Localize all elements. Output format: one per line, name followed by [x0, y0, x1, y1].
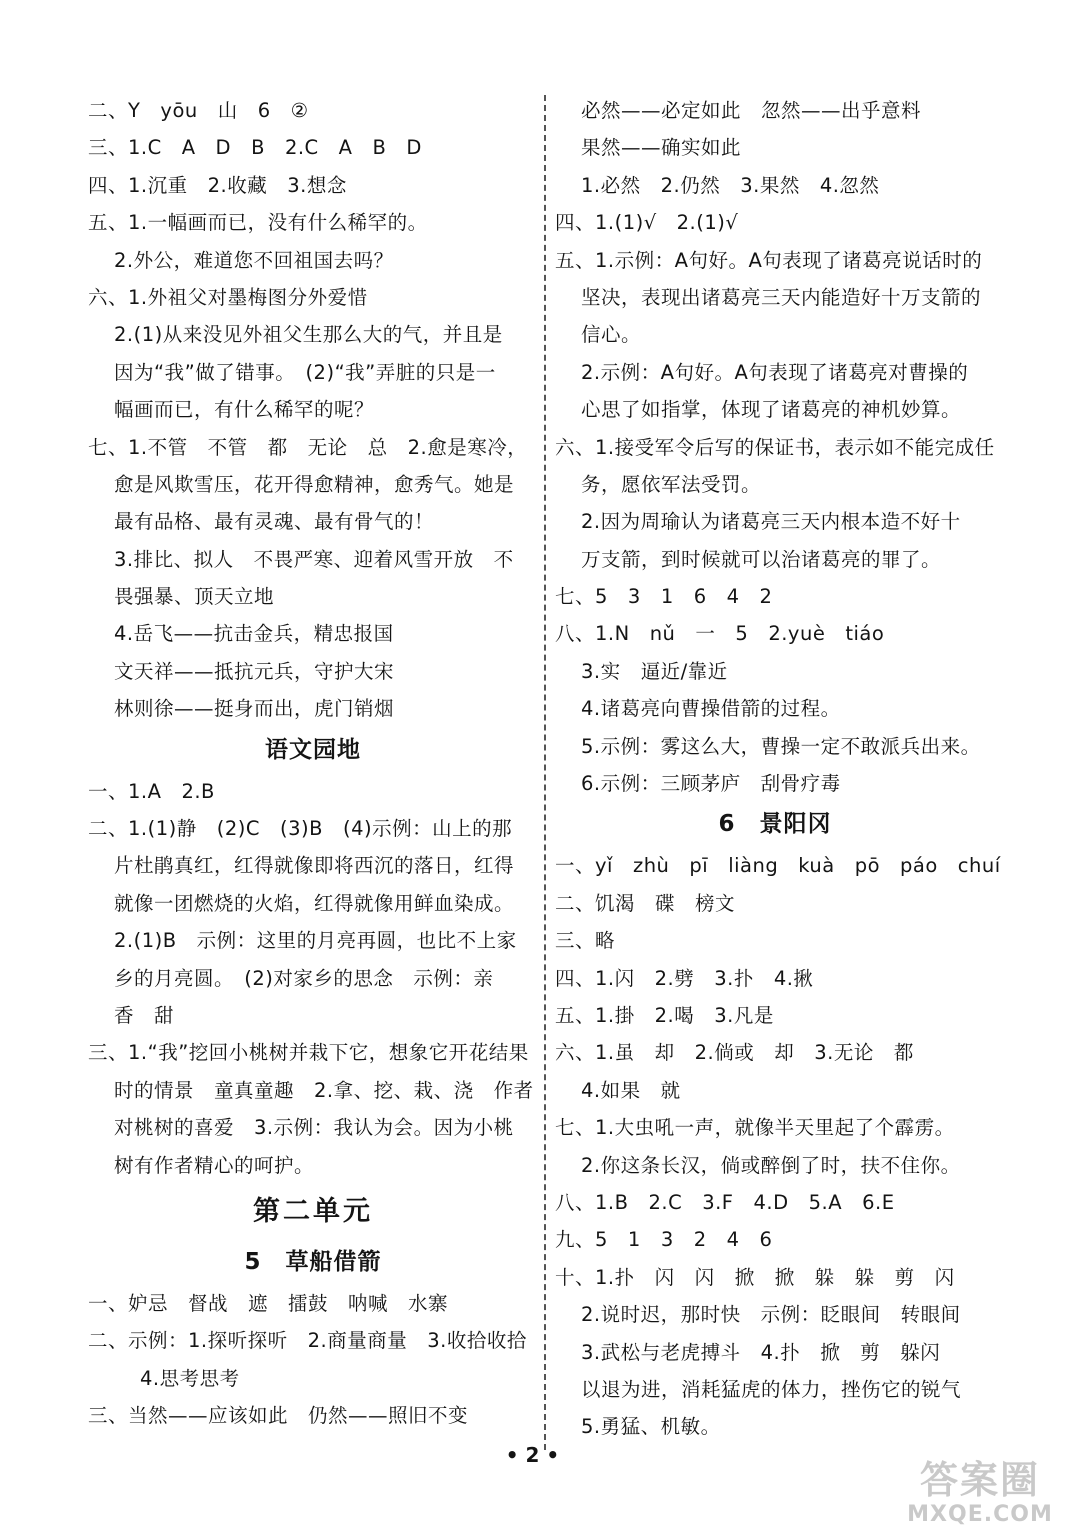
- answer-line: 六、1.虽 却 2.倘或 却 3.无论 都: [555, 1041, 914, 1065]
- answer-line: 6.示例：三顾茅庐 刮骨疗毒: [581, 772, 841, 796]
- answer-line: 五、1.掛 2.喝 3.凡是: [555, 1003, 774, 1027]
- answer-line: 三、1.C A D B 2.C A B D: [88, 136, 422, 160]
- answer-line: 2.你这条长汉，倘或醉倒了时，扶不住你。: [581, 1153, 961, 1177]
- answer-line: 心思了如指掌，体现了诸葛亮的神机妙算。: [581, 398, 962, 422]
- section-heading: 第二单元: [253, 1195, 373, 1227]
- answer-line: 香 甜: [114, 1003, 175, 1027]
- answer-line: 二、示例：1.探听探听 2.商量商量 3.收拾收拾: [88, 1329, 527, 1353]
- answer-line: 乡的月亮圆。 (2)对家乡的思念 示例：亲: [114, 966, 494, 990]
- answer-line: 二、Y yōu 山 6 ②: [88, 99, 309, 122]
- answer-line: 八、1.B 2.C 3.F 4.D 5.A 6.E: [555, 1190, 895, 1214]
- answer-line: 最有品格、最有灵魂、最有骨气的！: [114, 510, 435, 534]
- answer-line: 二、饥渴 碟 榜文: [555, 891, 736, 915]
- answer-line: 三、当然——应该如此 仍然——照旧不变: [88, 1404, 469, 1428]
- answer-line: 3.武松与老虎搏斗 4.扑 掀 剪 躲闪: [581, 1340, 941, 1364]
- page-number: • 2 •: [505, 1443, 560, 1467]
- answer-line: 四、1.(1)√ 2.(1)√: [555, 211, 739, 235]
- section-heading: 语文园地: [265, 736, 361, 763]
- watermark-domain: MXQE.COM: [907, 1502, 1053, 1527]
- answer-line: 七、1.大虫吼一声，就像半天里起了个霹雳。: [555, 1116, 955, 1140]
- answer-line: 五、1.一幅画而已，没有什么稀罕的。: [88, 211, 428, 235]
- answer-line: 片杜鹃真红，红得就像即将西沉的落日，红得: [114, 854, 515, 878]
- answer-line: 必然——必定如此 忽然——出乎意料: [581, 99, 922, 122]
- answer-line: 2.(1)从来没见外祖父生那么大的气，并且是: [114, 323, 503, 347]
- answer-line: 万支箭，到时候就可以治诸葛亮的罪了。: [581, 547, 942, 571]
- answer-line: 六、1.外祖父对墨梅图分外爱惜: [88, 285, 368, 309]
- answer-line: 林则徐——挺身而出，虎门销烟: [114, 697, 395, 721]
- answer-line: 5.勇猛、机敏。: [581, 1415, 721, 1439]
- answer-line: 4.诸葛亮向曹操借箭的过程。: [581, 697, 841, 721]
- answer-line: 信心。: [581, 323, 642, 347]
- answer-line: 就像一团燃烧的火焰，红得就像用鲜血染成。: [114, 891, 515, 915]
- answer-line: 幅画而已，有什么稀罕的呢？: [114, 398, 375, 422]
- watermark-title: 答案圈: [919, 1458, 1040, 1502]
- answer-line: 四、1.沉重 2.收藏 3.想念: [88, 173, 347, 197]
- column-divider: [544, 95, 546, 1450]
- answer-line: 务，愿依军法受罚。: [581, 472, 762, 496]
- right-column: [555, 92, 1001, 1446]
- section-heading: 5 草船借箭: [244, 1248, 382, 1275]
- answer-line: 八、1.N nǔ 一 5 2.yuè tiáo: [555, 622, 885, 646]
- answer-line: 2.(1)B 示例：这里的月亮再圆，也比不上家: [114, 929, 517, 953]
- answer-line: 坚决，表现出诸葛亮三天内能造好十万支箭的: [581, 285, 982, 309]
- answer-line: 4.岳飞——抗击金兵，精忠报国: [114, 622, 394, 646]
- answer-line: 文天祥——抵抗元兵，守护大宋: [114, 659, 395, 683]
- answer-line: 树有作者精心的呵护。: [114, 1153, 315, 1177]
- answer-line: 愈是风欺雪压，花开得愈精神，愈秀气。她是: [114, 472, 515, 496]
- answer-line: 三、1.“我”挖回小桃树并栽下它，想象它开花结果: [88, 1041, 529, 1065]
- answer-line: 二、1.(1)静 (2)C (3)B (4)示例：山上的那: [88, 817, 513, 841]
- answer-line: 因为“我”做了错事。 (2)“我”弄脏的只是一: [114, 360, 496, 384]
- answer-line: 2.示例：A句好。A句表现了诸葛亮对曹操的: [581, 360, 969, 384]
- answer-line: 三、略: [555, 929, 616, 953]
- answer-line: 时的情景 童真童趣 2.拿、挖、栽、浇 作者: [114, 1078, 534, 1102]
- answer-line: 1.必然 2.仍然 3.果然 4.忽然: [581, 173, 880, 197]
- answer-line: 十、1.扑 闪 闪 掀 掀 躲 躲 剪 闪: [555, 1265, 955, 1289]
- answer-line: 七、1.不管 不管 都 无论 总 2.愈是寒冷，: [88, 435, 528, 459]
- section-heading: 6 景阳冈: [718, 811, 832, 838]
- answer-line: 九、5 1 3 2 4 6: [555, 1228, 773, 1252]
- answer-line: 2.外公，难道您不回祖国去吗？: [114, 248, 394, 272]
- answer-line: 4.如果 就: [581, 1078, 681, 1102]
- watermark-logo: [905, 1458, 1055, 1528]
- answer-line: 对桃树的喜爱 3.示例：我认为会。因为小桃: [114, 1116, 514, 1140]
- answer-line: 果然——确实如此: [581, 136, 742, 160]
- answer-line: 畏强暴、顶天立地: [114, 585, 275, 609]
- answer-line: 4.思考思考: [140, 1366, 240, 1390]
- answer-line: 2.说时迟，那时快 示例：眨眼间 转眼间: [581, 1303, 961, 1327]
- answer-line: 5.示例：雾这么大，曹操一定不敢派兵出来。: [581, 734, 981, 758]
- answer-line: 七、5 3 1 6 4 2: [555, 585, 773, 609]
- answer-line: 一、yǐ zhù pī liàng kuà pō páo chuí: [555, 854, 1001, 878]
- answer-line: 一、妒忌 督战 遮 擂鼓 呐喊 水寨: [88, 1291, 449, 1315]
- answer-line: 六、1.接受军令后写的保证书，表示如不能完成任: [555, 435, 995, 459]
- answer-line: 2.因为周瑜认为诸葛亮三天内根本造不好十: [581, 510, 961, 534]
- answer-line: 五、1.示例：A句好。A句表现了诸葛亮说话时的: [555, 248, 983, 272]
- left-column: [88, 92, 538, 1435]
- answer-line: 以退为进，消耗猛虎的体力，挫伤它的锐气: [581, 1377, 962, 1401]
- answer-line: 3.排比、拟人 不畏严寒、迎着风雪开放 不: [114, 547, 514, 571]
- answer-line: 一、1.A 2.B: [88, 779, 215, 803]
- answer-line: 3.实 逼近/靠近: [581, 659, 728, 683]
- answer-line: 四、1.闪 2.劈 3.扑 4.揪: [555, 966, 814, 990]
